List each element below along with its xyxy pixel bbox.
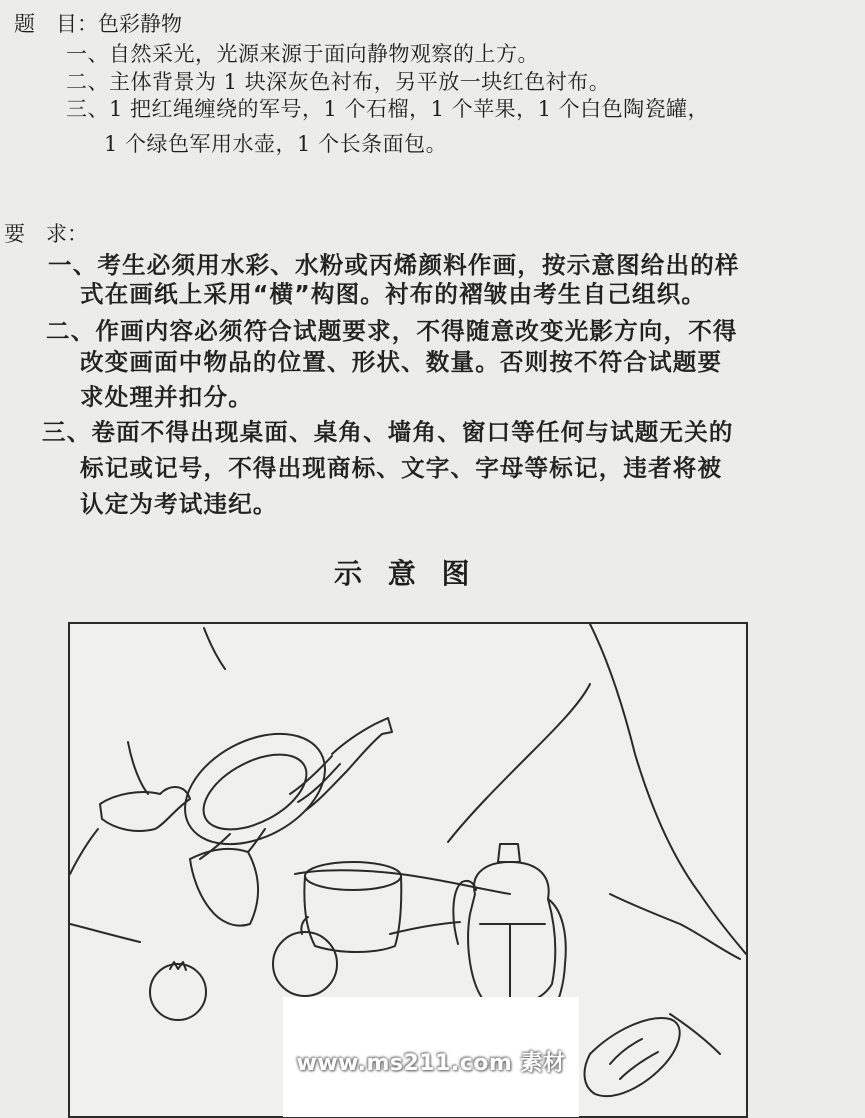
cloth-fold-line [448,684,590,842]
bread-outline [100,787,190,831]
jar-body [304,876,401,952]
long-bread-outline [585,1018,680,1096]
requirement-line: 认定为考试违纪。 [80,490,278,518]
topic-label: 题 目：色彩静物 [14,12,182,36]
requirement-line: 式在画纸上采用“横”构图。衬布的褶皱由考生自己组织。 [80,280,707,308]
bugle-rope-wrap [290,756,346,810]
cloth-fold-line [128,742,148,794]
topic-item-3: 三、1 把红绳缠绕的军号，1 个石榴，1 个苹果，1 个白色陶瓷罐， [66,97,710,121]
long-bread-score [610,1039,658,1079]
requirement-line: 求处理并扣分。 [80,383,253,411]
requirement-line: 改变画面中物品的位置、形状、数量。否则按不符合试题要 [80,348,723,376]
bugle-bell [190,849,258,926]
pomegranate-outline [150,964,206,1020]
canteen-body [468,862,555,1005]
watermark-text: www.ms211.com 素材 [296,1051,566,1076]
bugle-coil-inner [191,739,318,845]
topic-item-3-continued: 1 个绿色军用水壶，1 个长条面包。 [104,132,448,156]
diagram-title: 示 意 图 [334,557,478,590]
cloth-fold-line [610,894,740,959]
topic-item-2: 二、主体背景为 1 块深灰色衬布，另平放一块红色衬布。 [66,70,611,94]
canteen-harness [480,924,545,1004]
requirements-label: 要 求： [4,222,88,246]
requirement-line: 三、卷面不得出现桌面、桌角、墙角、窗口等任何与试题无关的 [42,418,734,446]
requirement-line: 一、考生必须用水彩、水粉或丙烯颜料作画，按示意图给出的样 [48,251,740,279]
apple-outline [273,932,337,996]
requirement-line: 二、作画内容必须符合试题要求，不得随意改变光影方向，不得 [46,317,738,345]
requirement-line: 标记或记号，不得出现商标、文字、字母等标记，违者将被 [80,454,723,482]
cloth-fold-line [670,1014,720,1054]
cloth-fold-line [70,829,98,874]
cloth-fold-line [390,922,460,934]
cloth-fold-line [590,624,746,954]
canteen-cap [498,844,520,862]
topic-item-1: 一、自然采光，光源来源于面向静物观察的上方。 [66,42,539,66]
cloth-fold-line [70,924,140,942]
jar-top [305,862,401,890]
cloth-fold-line [204,628,225,669]
bugle-mouthpiece [332,718,392,772]
